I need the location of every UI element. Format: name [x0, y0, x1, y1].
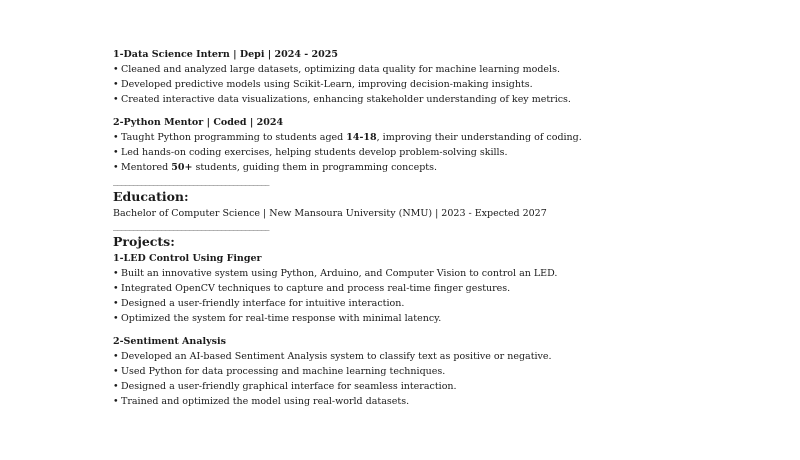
education-line: Bachelor of Computer Science | New Mansoura University (NMU) | 2023 - Expected 2027 [113, 208, 547, 219]
bullet-item [113, 396, 683, 407]
bullet-text: Optimized the system for real-time response with minimal latency. [121, 313, 442, 324]
bullet-item [113, 366, 683, 377]
bullet-icon: • [113, 64, 119, 75]
bullet-text: Taught Python programming to students aged [121, 132, 347, 143]
bullet-text: Used Python for data processing and machine learning techniques. [121, 366, 446, 377]
bullet-item [113, 313, 683, 324]
bullet-text: Developed an AI-based Sentiment Analysis system to classify text as positive or negative. [121, 351, 552, 362]
project-title-sentiment-analysis: 2-Sentiment Analysis [113, 336, 226, 347]
bullet-icon: • [113, 298, 119, 309]
project-title-led-control: 1-LED Control Using Finger [113, 253, 262, 264]
bullet-item [113, 268, 683, 279]
bullet-highlight: 14-18 [346, 132, 377, 143]
bullet-text: Designed a user-friendly interface for intuitive interaction. [121, 298, 405, 309]
bullet-item [113, 162, 683, 173]
bullet-icon: • [113, 351, 119, 362]
bullet-text: Cleaned and analyzed large datasets, optimizing data quality for machine learning models. [121, 64, 560, 75]
bullet-icon: • [113, 268, 119, 279]
bullet-item [113, 283, 683, 294]
bullet-item [113, 64, 683, 75]
bullet-icon: • [113, 381, 119, 392]
job-title-python-mentor: 2-Python Mentor | Coded | 2024 [113, 117, 284, 128]
bullet-icon: • [113, 396, 119, 407]
bullet-icon: • [113, 366, 119, 377]
bullet-item [113, 132, 683, 143]
bullet-icon: • [113, 132, 119, 143]
section-divider: _______________________________________ [113, 176, 269, 186]
bullet-highlight: 50+ [171, 162, 193, 173]
job-title-data-science-intern: 1-Data Science Intern | Depi | 2024 - 2025 [113, 49, 338, 60]
bullet-icon: • [113, 162, 119, 173]
bullet-item [113, 298, 683, 309]
education-heading: Education: [113, 189, 189, 204]
bullet-item [113, 79, 683, 90]
bullet-text: Built an innovative system using Python, Arduino, and Computer Vision to control an LED. [121, 268, 558, 279]
bullet-item [113, 147, 683, 158]
resume-content [113, 48, 683, 411]
bullet-text: Created interactive data visualizations, enhancing stakeholder understanding of key metrics. [121, 94, 571, 105]
bullet-icon: • [113, 79, 119, 90]
bullet-text: Trained and optimized the model using real-world datasets. [121, 396, 410, 407]
bullet-text: Mentored [121, 162, 172, 173]
section-divider: _______________________________________ [113, 221, 269, 231]
bullet-text: students, guiding them in programming concepts. [192, 162, 437, 173]
bullet-text: Developed predictive models using Scikit-Learn, improving decision-making insights. [121, 79, 533, 90]
bullet-icon: • [113, 313, 119, 324]
projects-heading: Projects: [113, 234, 175, 249]
bullet-text: Designed a user-friendly graphical interface for seamless interaction. [121, 381, 457, 392]
bullet-item [113, 94, 683, 105]
bullet-icon: • [113, 147, 119, 158]
bullet-item [113, 381, 683, 392]
bullet-icon: • [113, 94, 119, 105]
bullet-text: Led hands-on coding exercises, helping students develop problem-solving skills. [121, 147, 508, 158]
bullet-text: Integrated OpenCV techniques to capture and process real-time finger gestures. [121, 283, 511, 294]
bullet-icon: • [113, 283, 119, 294]
bullet-text: , improving their understanding of coding. [376, 132, 582, 143]
bullet-item [113, 351, 683, 362]
